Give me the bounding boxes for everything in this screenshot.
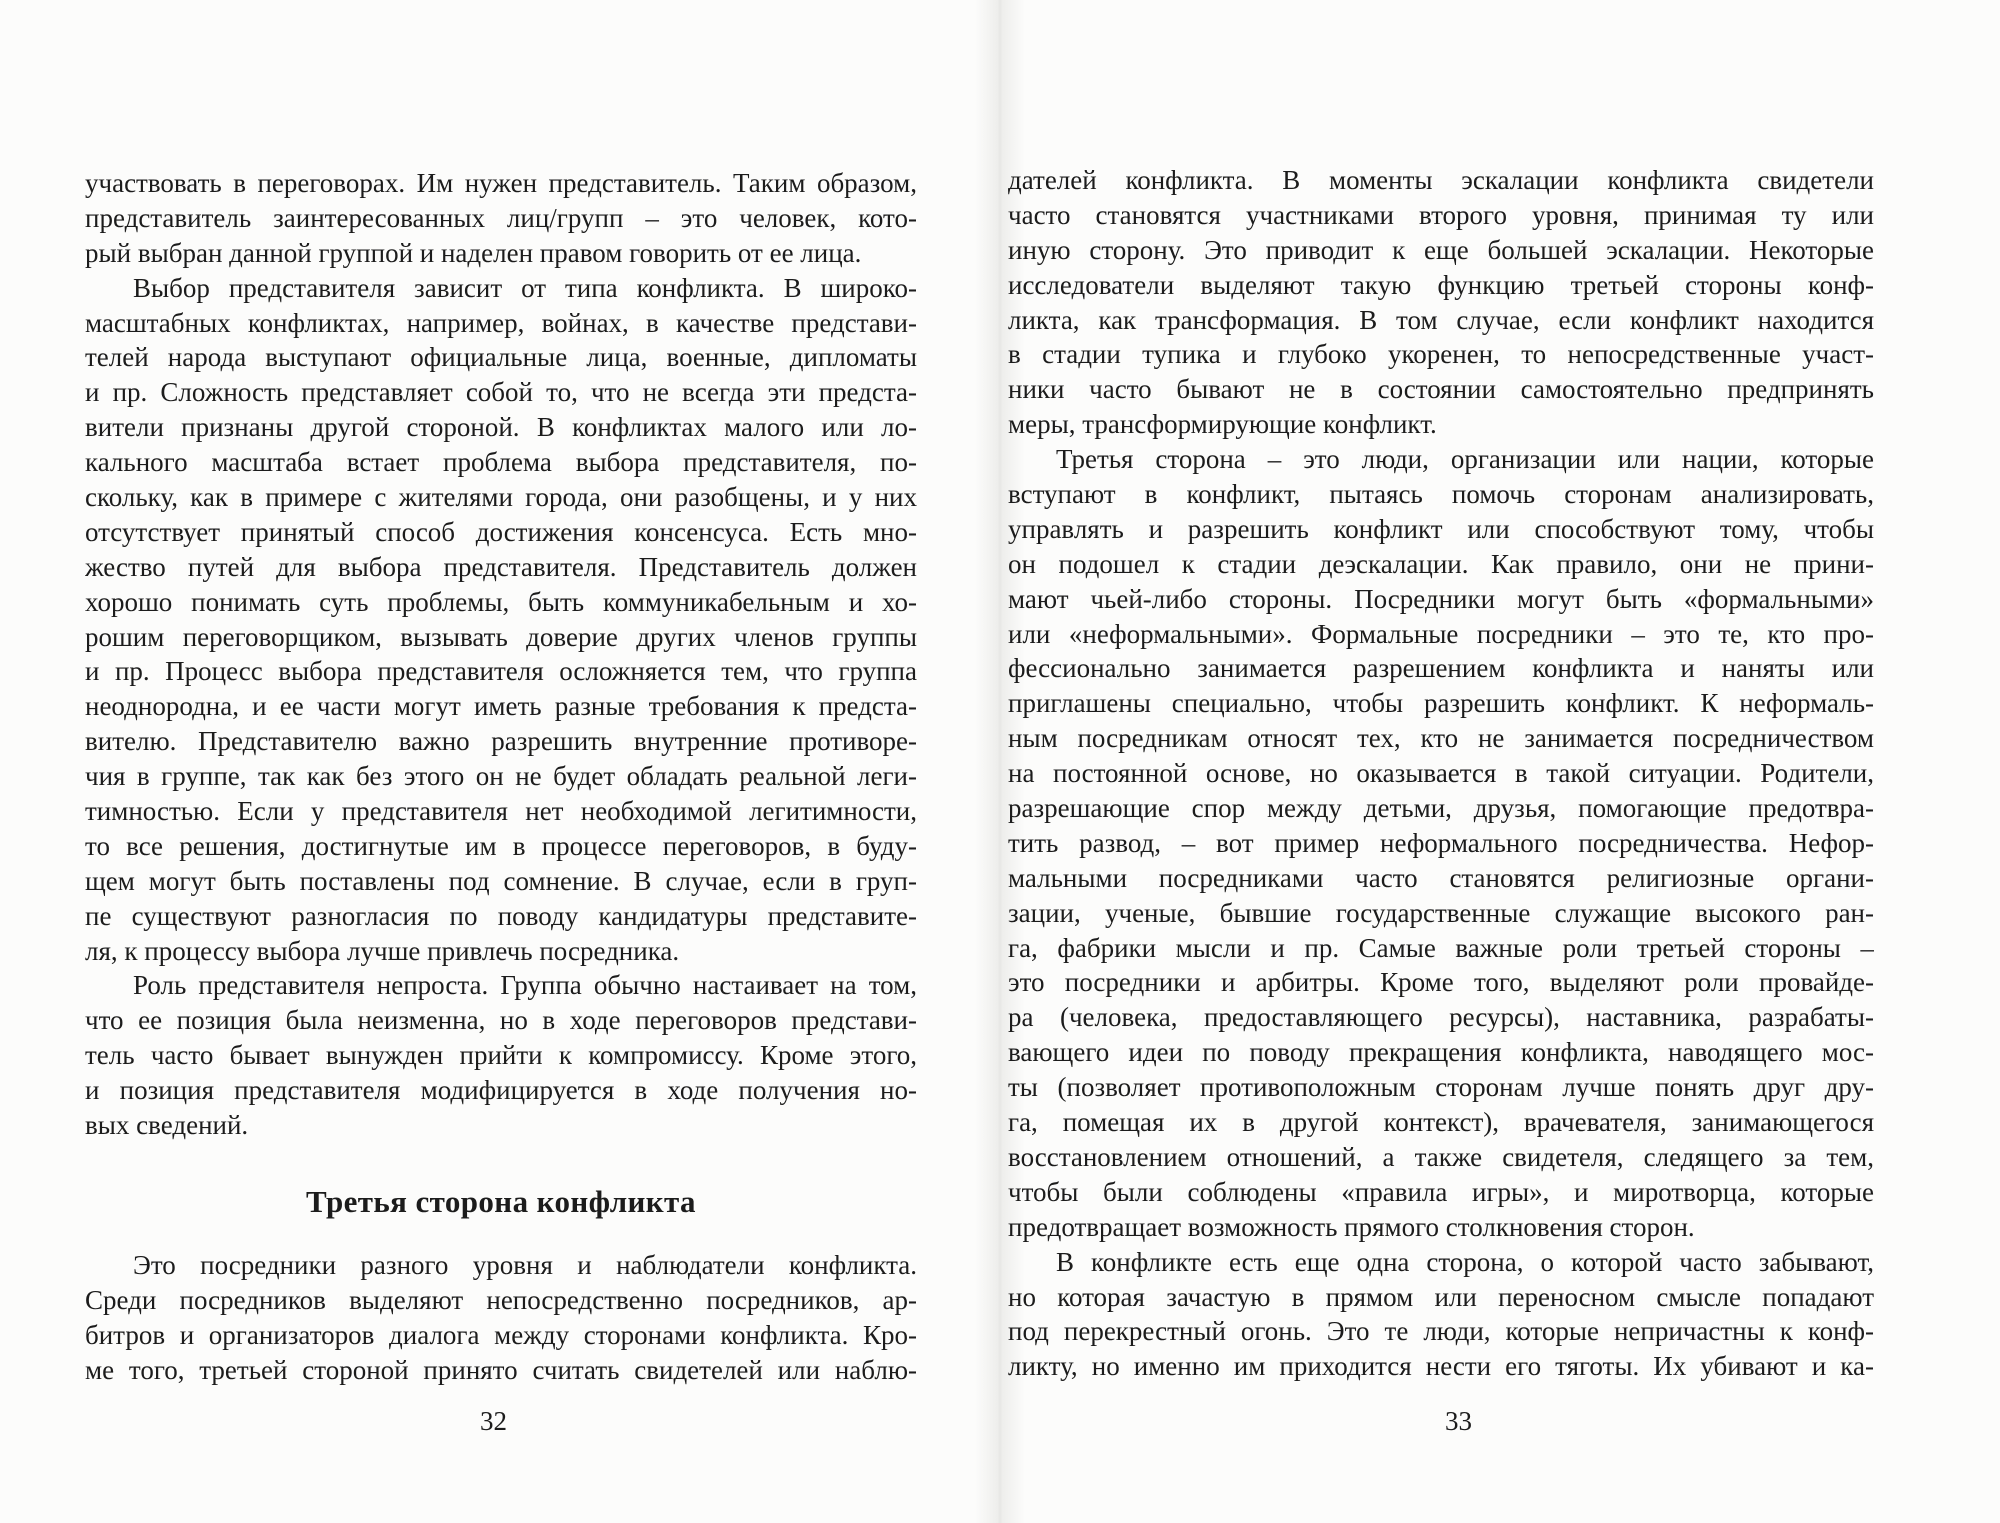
- left-page: [0, 0, 975, 1523]
- text-line: фессионально занимается разрешением конфликта и наняты или: [1008, 653, 1874, 684]
- text-line: щем могут быть поставлены под сомнение. В случае, если в груп-: [85, 865, 917, 896]
- text-line: телей народа выступают официальные лица, военные, дипломаты: [85, 342, 917, 373]
- page-number: 33: [1445, 1406, 1472, 1436]
- paragraph: [1008, 1245, 1874, 1385]
- text-line: ты (позволяет противоположным сторонам лучше понять друг дру-: [1008, 1072, 1874, 1103]
- paragraph: [1008, 442, 1874, 1244]
- text-line: предотвращает возможность прямого столкновения сторон.: [1008, 1211, 1695, 1242]
- text-line: ра (человека, предоставляющего ресурсы), наставника, разрабаты-: [1008, 1002, 1874, 1033]
- text-line: чтобы были соблюдены «правила игры», и миротворца, которые: [1008, 1176, 1874, 1207]
- text-line: хорошо понимать суть проблемы, быть коммуникабельным и хо-: [85, 586, 917, 617]
- text-line: и позиция представителя модифицируется в ходе получения но-: [85, 1075, 917, 1106]
- section-heading: Третья сторона конфликта: [306, 1183, 696, 1219]
- text-line: иную сторону. Это приводит к еще большей эскалации. Некоторые: [1008, 234, 1874, 265]
- text-line: тимностью. Если у представителя нет необходимой легитимности,: [85, 796, 917, 827]
- text-line: часто становятся участниками второго уровня, принимая ту или: [1008, 199, 1874, 230]
- text-line: ля, к процессу выбора лучше привлечь посредника.: [85, 935, 680, 966]
- text-line: отсутствует принятый способ достижения консенсуса. Есть мно-: [85, 516, 917, 547]
- paragraph: [85, 166, 917, 271]
- text-line: это посредники и арбитры. Кроме того, выделяют роли провайде-: [1008, 967, 1874, 998]
- text-line: и пр. Сложность представляет собой то, что не всегда эти предста-: [85, 377, 917, 408]
- text-line: Третья сторона – это люди, организации или нации, которые: [1056, 444, 1874, 475]
- left-text-column: [85, 166, 917, 1387]
- text-line: битров и организаторов диалога между сторонами конфликта. Кро-: [85, 1319, 917, 1350]
- text-line: что ее позиция была неизменна, но в ходе переговоров представи-: [85, 1005, 917, 1036]
- text-line: ликту, но именно им приходится нести его тяготы. Их убивают и ка-: [1008, 1351, 1874, 1382]
- text-line: меры, трансформирующие конфликт.: [1008, 409, 1437, 440]
- text-line: Роль представителя непроста. Группа обычно настаивает на том,: [133, 970, 917, 1001]
- text-line: ным посредникам относят тех, кто не занимается посредничеством: [1008, 723, 1874, 754]
- text-line: на постоянной основе, но оказывается в такой ситуации. Родители,: [1008, 758, 1874, 789]
- right-page: [1008, 0, 2000, 1523]
- text-line: рый выбран данной группой и наделен правом говорить от ее лица.: [85, 237, 862, 268]
- text-line: Среди посредников выделяют непосредственно посредников, ар-: [85, 1284, 917, 1315]
- text-line: мают чьей-либо стороны. Посредники могут быть «формальными»: [1008, 583, 1874, 614]
- text-line: га, фабрики мысли и пр. Самые важные роли третьей стороны –: [1008, 932, 1874, 963]
- text-line: исследователи выделяют такую функцию третьей стороны конф-: [1008, 269, 1874, 300]
- text-line: кального масштаба встает проблема выбора представителя, по-: [85, 447, 917, 478]
- text-line: то все решения, достигнутые им в процессе переговоров, в буду-: [85, 830, 917, 861]
- text-line: но которая зачастую в прямом или переносном смысле попадают: [1008, 1281, 1874, 1312]
- text-line: дателей конфликта. В моменты эскалации конфликта свидетели: [1008, 165, 1874, 195]
- text-line: управлять и разрешить конфликт или способствуют тому, чтобы: [1008, 513, 1874, 544]
- paragraph: [85, 271, 917, 969]
- text-line: или «неформальными». Формальные посредники – это те, кто про-: [1008, 618, 1874, 649]
- paragraph: [85, 968, 917, 1142]
- text-line: под перекрестный огонь. Это те люди, которые непричастны к конф-: [1008, 1316, 1874, 1347]
- text-line: он подошел к стадии деэскалации. Как правило, они не прини-: [1008, 548, 1874, 579]
- text-line: зации, ученые, бывшие государственные служащие высокого ран-: [1008, 897, 1874, 928]
- text-line: Это посредники разного уровня и наблюдатели конфликта.: [133, 1249, 917, 1280]
- paragraph: [1008, 163, 1874, 442]
- text-line: приглашены специально, чтобы разрешить конфликт. К неформаль-: [1008, 688, 1874, 719]
- text-line: ники часто бывают не в состоянии самостоятельно предпринять: [1008, 374, 1874, 405]
- page-number: 32: [480, 1406, 507, 1436]
- text-line: и пр. Процесс выбора представителя осложняется тем, что группа: [85, 656, 917, 687]
- text-line: неоднородна, и ее части могут иметь разные требования к предста-: [85, 691, 917, 722]
- text-line: вающего идеи по поводу прекращения конфликта, наводящего мос-: [1008, 1037, 1874, 1068]
- text-line: Выбор представителя зависит от типа конфликта. В широко-: [133, 272, 917, 303]
- text-line: ме того, третьей стороной принято считать свидетелей или наблю-: [85, 1354, 917, 1385]
- text-line: представитель заинтересованных лиц/групп – это человек, кото-: [85, 202, 917, 233]
- text-line: тель часто бывает вынужден прийти к компромиссу. Кроме этого,: [85, 1040, 917, 1071]
- text-line: ликта, как трансформация. В том случае, если конфликт находится: [1008, 304, 1874, 335]
- text-line: чия в группе, так как без этого он не будет обладать реальной леги-: [85, 761, 917, 792]
- text-line: мальными посредниками часто становятся религиозные органи-: [1008, 862, 1874, 893]
- text-line: рошим переговорщиком, вызывать доверие других членов группы: [85, 621, 917, 652]
- text-line: разрешающие спор между детьми, друзья, помогающие предотвра-: [1008, 793, 1874, 824]
- text-line: масштабных конфликтах, например, войнах, в качестве представи-: [85, 307, 917, 338]
- text-line: га, помещая их в другой контекст), врачевателя, занимающегося: [1008, 1107, 1874, 1138]
- text-line: В конфликте есть еще одна сторона, о которой часто забывают,: [1056, 1246, 1874, 1277]
- text-line: жество путей для выбора представителя. Представитель должен: [85, 551, 917, 582]
- text-line: скольку, как в примере с жителями города, они разобщены, и у них: [85, 482, 917, 513]
- right-text-column: [1008, 163, 1874, 1384]
- text-line: вители признаны другой стороной. В конфликтах малого или ло-: [85, 412, 917, 443]
- text-line: в стадии тупика и глубоко укоренен, то непосредственные участ-: [1008, 339, 1874, 370]
- text-line: вых сведений.: [85, 1110, 249, 1141]
- text-line: участвовать в переговорах. Им нужен представитель. Таким образом,: [85, 168, 917, 198]
- text-line: тить развод, – вот пример неформального посредничества. Нефор-: [1008, 827, 1874, 858]
- text-line: восстановлением отношений, а также свидетеля, следящего за тем,: [1008, 1141, 1874, 1172]
- text-line: пе существуют разногласия по поводу кандидатуры представите-: [85, 900, 917, 931]
- text-line: вителю. Представителю важно разрешить внутренние противоре-: [85, 726, 917, 757]
- text-line: вступают в конфликт, пытаясь помочь сторонам анализировать,: [1008, 479, 1874, 510]
- paragraph: [85, 1248, 917, 1388]
